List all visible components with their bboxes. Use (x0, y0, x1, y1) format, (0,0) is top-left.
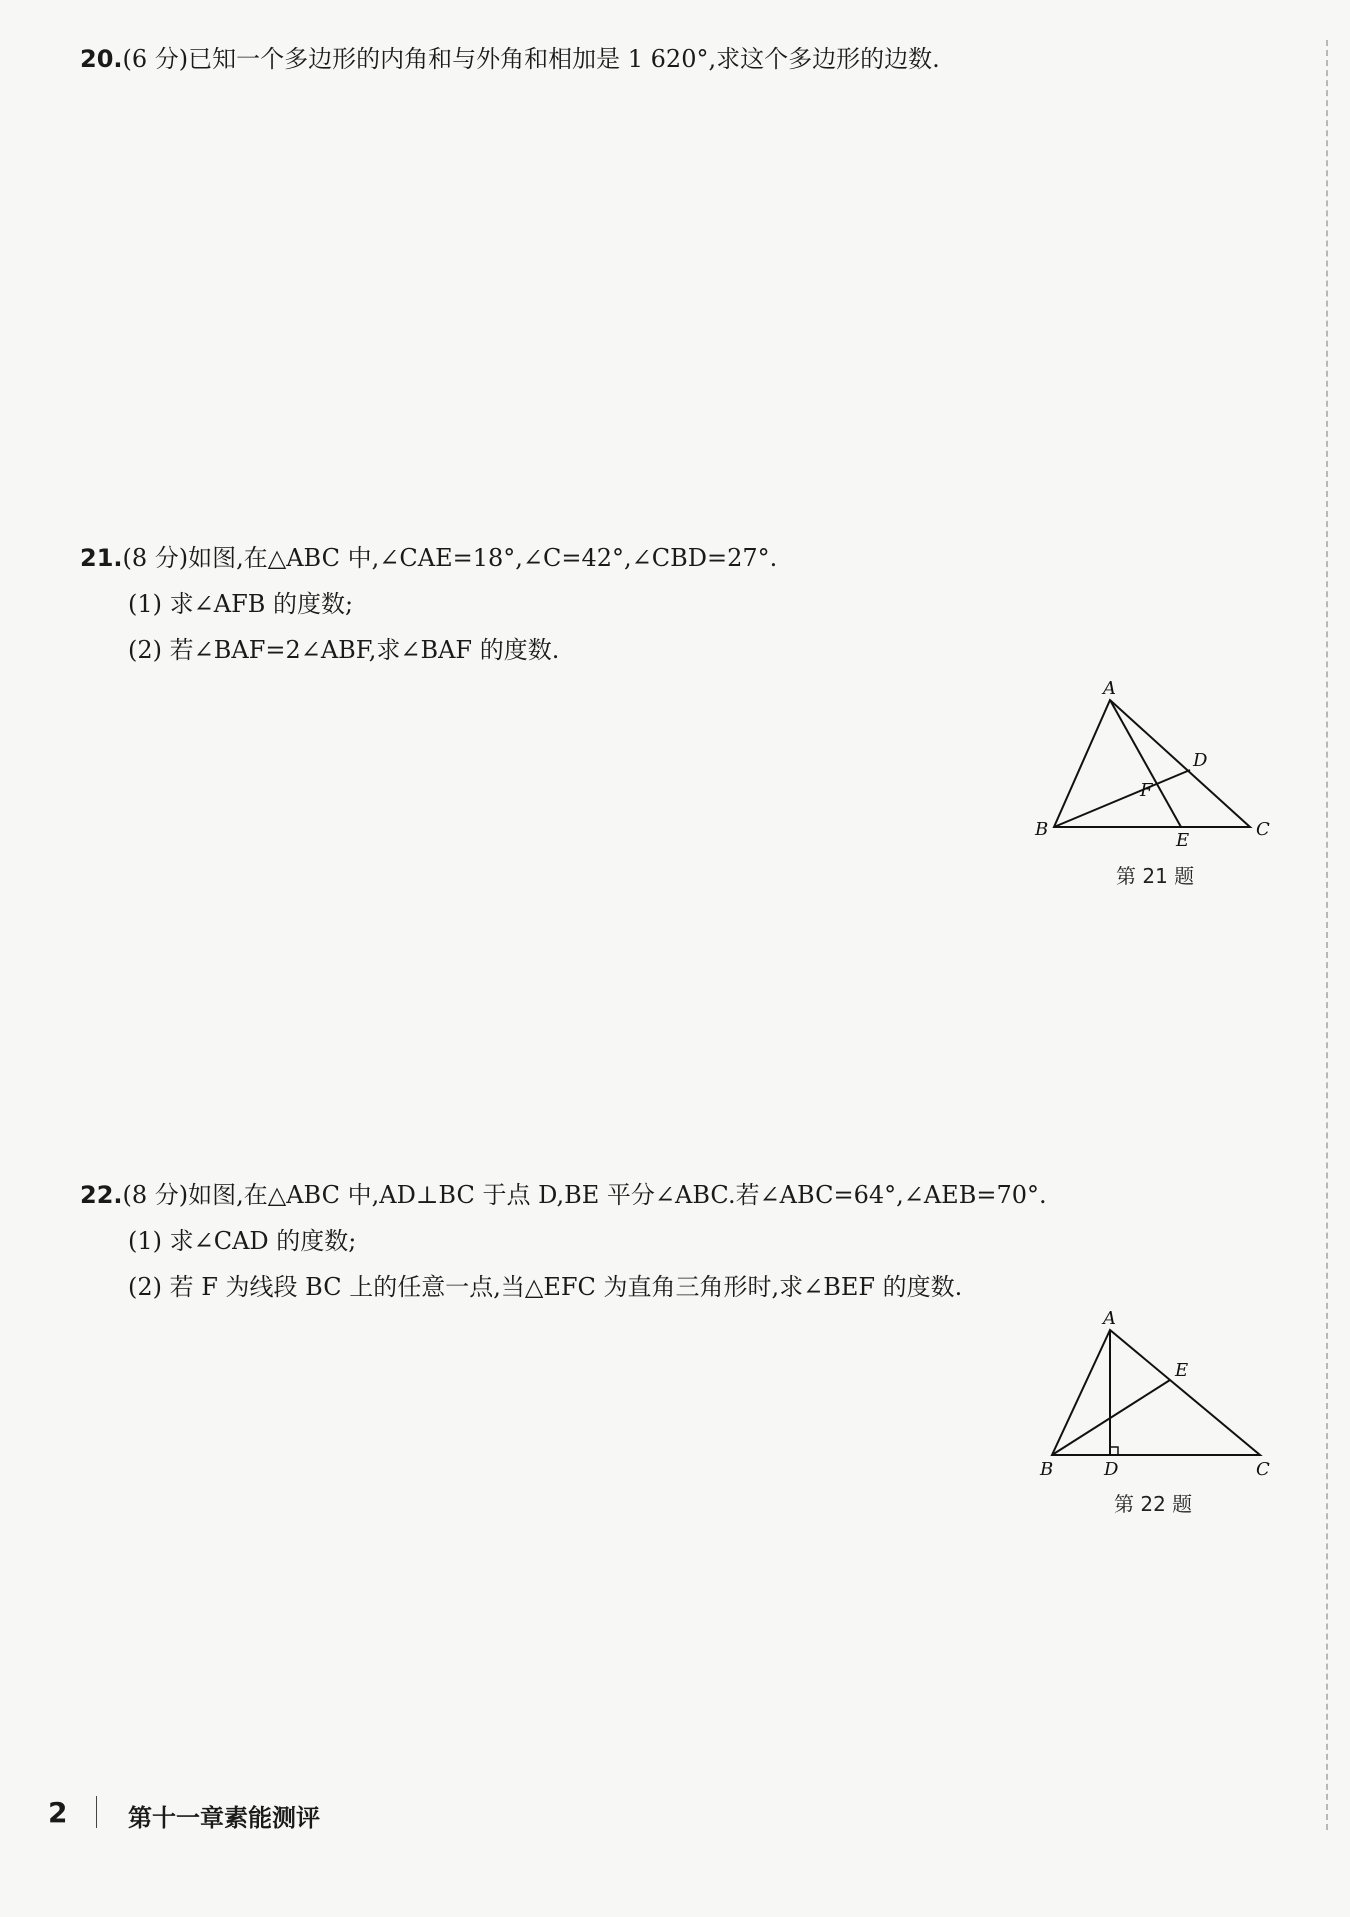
label-e: E (1175, 1360, 1189, 1381)
question-number: 22. (80, 1181, 123, 1209)
question-22-part-2: (2) 若 F 为线段 BC 上的任意一点,当△EFC 为直角三角形时,求∠BEF 的度数. (128, 1273, 963, 1301)
figure-22-caption: 第 22 题 (1114, 1492, 1193, 1516)
label-a: A (1103, 680, 1116, 699)
page-number: 2 (48, 1796, 68, 1829)
figure-22-diagram (1030, 1310, 1280, 1480)
question-20 (80, 44, 940, 74)
figure-21-diagram (1030, 680, 1280, 860)
label-b: B (1035, 819, 1049, 840)
label-a: A (1103, 1310, 1116, 1329)
label-c: C (1256, 1459, 1270, 1480)
question-text: (6 分)已知一个多边形的内角和与外角和相加是 1 620°,求这个多边形的边数. (122, 45, 940, 73)
figure-21-caption: 第 21 题 (1116, 864, 1195, 888)
label-c: C (1256, 819, 1270, 840)
right-angle-mark (1110, 1447, 1118, 1455)
label-d: D (1193, 750, 1208, 771)
question-number: 20. (80, 45, 123, 73)
question-21-part-1: (1) 求∠AFB 的度数; (128, 590, 354, 618)
segment-ae (1110, 700, 1181, 827)
label-f: F (1140, 780, 1153, 801)
margin-dashed-rule (1326, 40, 1328, 1830)
question-number: 21. (80, 544, 123, 572)
question-text: (8 分)如图,在△ABC 中,∠CAE=18°,∠C=42°,∠CBD=27°. (122, 544, 778, 572)
label-e: E (1176, 830, 1190, 851)
footer-separator (96, 1796, 97, 1828)
question-22-part-1: (1) 求∠CAD 的度数; (128, 1227, 357, 1255)
label-b: B (1040, 1459, 1054, 1480)
question-text: (8 分)如图,在△ABC 中,AD⊥BC 于点 D,BE 平分∠ABC.若∠ABC=64°,∠AEB=70°. (122, 1181, 1047, 1209)
triangle-abc (1054, 700, 1250, 827)
question-21 (80, 543, 777, 573)
question-21-part-2: (2) 若∠BAF=2∠ABF,求∠BAF 的度数. (128, 636, 560, 664)
label-d: D (1104, 1459, 1119, 1480)
chapter-title: 第十一章素能测评 (128, 1804, 320, 1832)
figure-21 (1030, 680, 1280, 860)
question-22 (80, 1180, 1047, 1210)
figure-22 (1030, 1310, 1280, 1480)
